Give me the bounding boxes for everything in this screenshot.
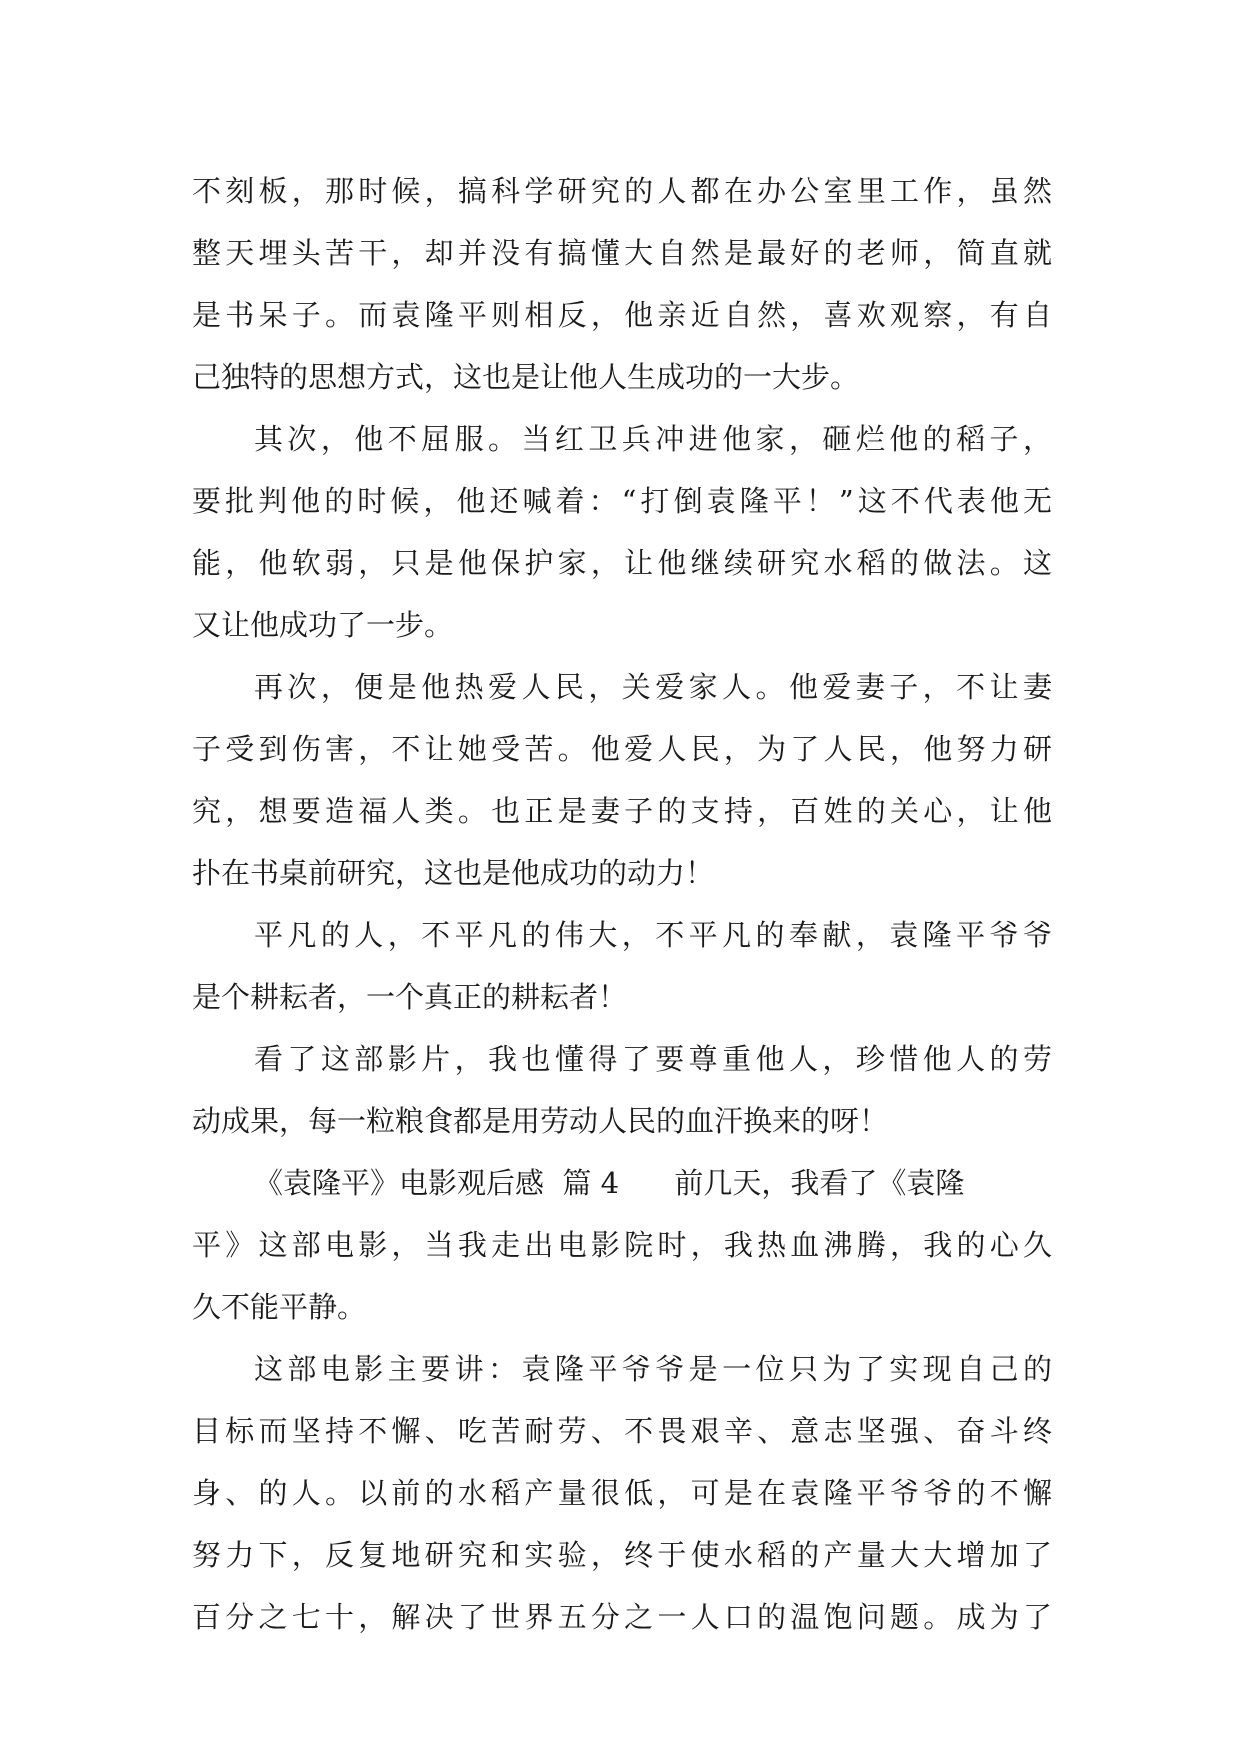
text-line: 百分之七十，解决了世界五分之一人口的温饱问题。成为了 [192,1600,1052,1634]
paragraph-first-line: 平凡的人，不平凡的伟大，不平凡的奉献，袁隆平爷爷 [254,918,1052,952]
text-line: 整天埋头苦干，却并没有搞懂大自然是最好的老师，简直就 [192,236,1052,270]
text-line: 扑在书桌前研究，这也是他成功的动力！ [192,856,715,890]
text-line: 究，想要造福人类。也正是妻子的支持，百姓的关心，让他 [192,794,1052,828]
paragraph-first-line: 其次，他不屈服。当红卫兵冲进他家，砸烂他的稻子， [254,422,1052,456]
text-line: 不刻板，那时候，搞科学研究的人都在办公室里工作，虽然 [192,174,1052,208]
text-line: 是个耕耘者，一个真正的耕耘者！ [192,980,628,1014]
text-line: 能，他软弱，只是他保护家，让他继续研究水稻的做法。这 [192,546,1052,580]
text-line: 目标而坚持不懈、吃苦耐劳、不畏艰辛、意志坚强、奋斗终 [192,1414,1052,1448]
text-line: 要批判他的时候，他还喊着：“打倒袁隆平！”这不代表他无 [192,484,1052,518]
paragraph-first-line: 再次，便是他热爱人民，关爱家人。他爱妻子，不让妻 [254,670,1052,704]
text-line: 平》这部电影，当我走出电影院时，我热血沸腾，我的心久 [192,1228,1052,1262]
text-line: 子受到伤害，不让她受苦。他爱人民，为了人民，他努力研 [192,732,1052,766]
article-body [192,160,1052,1648]
text-line: 久不能平静。 [192,1290,367,1324]
text-line: 又让他成功了一步。 [192,608,454,642]
text-line: 是书呆子。而袁隆平则相反，他亲近自然，喜欢观察，有自 [192,298,1052,332]
text-line: 动成果，每一粒粮食都是用劳动人民的血汗换来的呀！ [192,1104,889,1138]
text-line: 身、的人。以前的水稻产量很低，可是在袁隆平爷爷的不懈 [192,1476,1052,1510]
section-heading-line: 《袁隆平》电影观后感 篇 4 前几天，我看了《袁隆 [254,1166,965,1200]
text-line: 努力下，反复地研究和实验，终于使水稻的产量大大增加了 [192,1538,1052,1572]
paragraph-first-line: 看了这部影片，我也懂得了要尊重他人，珍惜他人的劳 [254,1042,1052,1076]
text-line: 己独特的思想方式，这也是让他人生成功的一大步。 [192,360,860,394]
paragraph-first-line: 这部电影主要讲：袁隆平爷爷是一位只为了实现自己的 [254,1352,1052,1386]
